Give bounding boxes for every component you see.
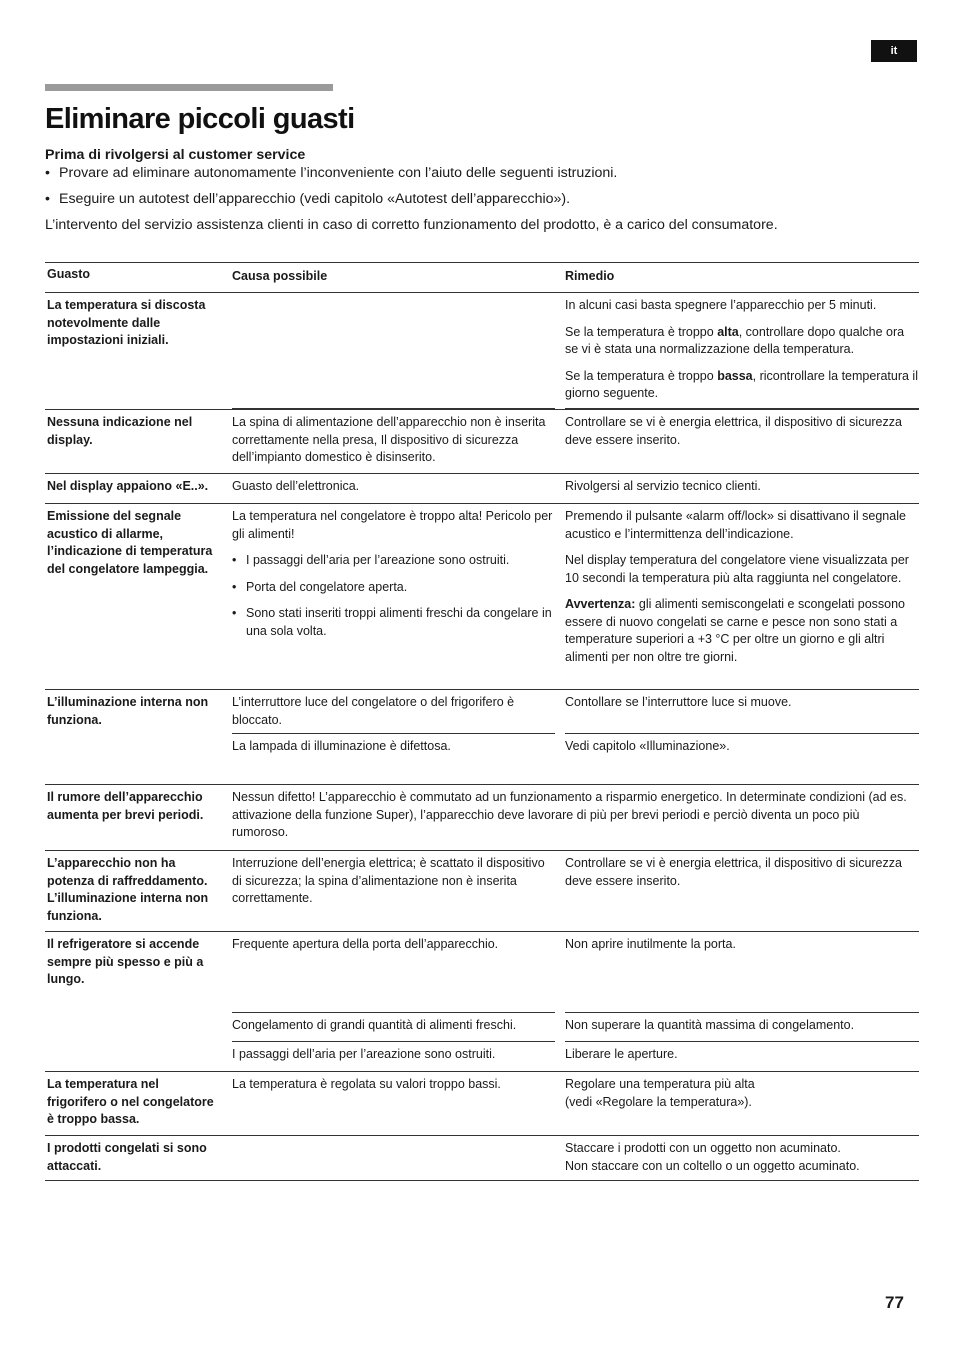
cause-bullet: • Porta del congelatore aperta. bbox=[232, 579, 555, 597]
remedy-text: In alcuni casi basta spegnere l’apparecchio per 5 minuti. bbox=[565, 298, 877, 312]
intro-heading: Prima di rivolgersi al customer service bbox=[45, 147, 306, 163]
remedy-text: (vedi «Regolare la temperatura»). bbox=[565, 1094, 752, 1109]
fault-cell: I prodotti congelati si sono attaccati. bbox=[47, 1141, 207, 1173]
cause-cell: Interruzione dell’energia elettrica; è scattato il dispositivo di sicurezza; la spina d’alimentazione non è inserita correttamente. bbox=[232, 856, 545, 905]
remedy-text: Nel display temperatura del congelatore viene visualizzata per 10 secondi la temperatura più alta raggiunta nel congelatore. bbox=[565, 553, 909, 585]
table-row bbox=[45, 503, 919, 689]
fault-cell: L’illuminazione interna non funziona. bbox=[47, 695, 209, 727]
fault-cell: Il rumore dell’apparecchio aumenta per brevi periodi. bbox=[47, 790, 204, 822]
remedy-text: Vedi capitolo «Illuminazione». bbox=[565, 739, 730, 753]
remedy-text: Regolare una temperatura più alta bbox=[565, 1077, 755, 1091]
fault-cell: La temperatura si discosta notevolmente dalle impostazioni iniziali. bbox=[47, 298, 206, 347]
troubleshooting-table bbox=[45, 262, 919, 1181]
remedy-text: Contollare se l’interruttore luce si muove. bbox=[565, 690, 919, 734]
cause-text: Congelamento di grandi quantità di alimenti freschi. bbox=[232, 1013, 555, 1042]
table-row bbox=[45, 1135, 919, 1181]
fault-cell: Il refrigeratore si accende sempre più spesso e più a lungo. bbox=[47, 937, 204, 986]
cause-bullet: • I passaggi dell’aria per l’areazione sono ostruiti. bbox=[232, 552, 555, 570]
table-row bbox=[45, 931, 919, 1071]
intro-bullet: • Eseguire un autotest dell’apparecchio (vedi capitolo «Autotest dell’apparecchio»). bbox=[45, 190, 920, 208]
table-row bbox=[45, 784, 919, 850]
cause-text: L’interruttore luce del congelatore o del frigorifero è bloccato. bbox=[232, 690, 555, 734]
fault-cell: L’apparecchio non ha potenza di raffreddamento. L’illuminazione interna non funziona. bbox=[47, 856, 209, 923]
remedy-cell bbox=[565, 690, 919, 784]
cause-text: La temperatura nel congelatore è troppo alta! Pericolo per gli alimenti! bbox=[232, 509, 553, 541]
intro-section bbox=[45, 146, 920, 234]
page-title: Eliminare piccoli guasti bbox=[45, 103, 355, 135]
fault-cell: Emissione del segnale acustico di allarme, l’indicazione di temperatura del congelatore lampeggia. bbox=[47, 509, 213, 576]
cause-cell bbox=[232, 293, 555, 409]
table-row bbox=[45, 293, 919, 409]
cause-cell bbox=[232, 504, 555, 689]
intro-bullet: • Provare ad eliminare autonomamente l’inconveniente con l’aiuto delle seguenti istruzioni. bbox=[45, 164, 920, 182]
header-rule bbox=[45, 84, 333, 91]
remedy-text: Premendo il pulsante «alarm off/lock» si disattivano il segnale acustico e l’intermittenza dell’indicazione. bbox=[565, 509, 906, 541]
remedy-text: Non superare la quantità massima di congelamento. bbox=[565, 1013, 919, 1042]
remedy-cell bbox=[565, 504, 919, 689]
remedy-cell bbox=[565, 1136, 919, 1180]
cause-cell: La spina di alimentazione dell’apparecchio non è inserita correttamente nella presa, Il dispositivo di sicurezza dell’impianto domestico è disinserito. bbox=[232, 415, 546, 464]
table-row bbox=[45, 409, 919, 473]
remedy-cell bbox=[565, 293, 919, 409]
cause-cell bbox=[232, 690, 555, 784]
intro-bullet-list bbox=[45, 164, 920, 208]
remedy-text: Staccare i prodotti con un oggetto non acuminato. bbox=[565, 1141, 841, 1155]
table-header bbox=[45, 262, 919, 293]
language-tag: it bbox=[871, 40, 917, 62]
page-number: 77 bbox=[885, 1293, 904, 1312]
fault-cell: Nessuna indicazione nel display. bbox=[47, 415, 193, 447]
remedy-text: Non staccare con un coltello o un oggetto acuminato. bbox=[565, 1158, 860, 1173]
cause-cell bbox=[232, 932, 555, 1071]
table-row bbox=[45, 689, 919, 784]
cause-text: Frequente apertura della porta dell’apparecchio. bbox=[232, 932, 555, 1013]
remedy-cell: Controllare se vi è energia elettrica, il dispositivo di sicurezza deve essere inserito. bbox=[565, 415, 902, 447]
table-row bbox=[45, 850, 919, 931]
cause-remedy-cell: Nessun difetto! L’apparecchio è commutato ad un funzionamento a risparmio energetico. In determinate condizioni (ad es. attivazione della funzione Super), l’apparecchio deve lavorare di più per brevi periodi e perciò diventa un poco più rumoroso. bbox=[232, 790, 907, 839]
header-causa: Causa possibile bbox=[232, 269, 328, 283]
cause-text: La lampada di illuminazione è difettosa. bbox=[232, 739, 451, 753]
header-guasto: Guasto bbox=[47, 267, 91, 281]
remedy-text: Se la temperatura è troppo bassa, ricontrollare la temperatura il giorno seguente. bbox=[565, 368, 918, 400]
remedy-cell bbox=[565, 932, 919, 1071]
remedy-cell bbox=[565, 1072, 919, 1135]
remedy-text: Avvertenza: gli alimenti semiscongelati e scongelati possono essere di nuovo congelati se carne e pesce non sono stati a temperature superiori a +3 °C per oltre un giorno e gli altri alimenti per non oltre tre giorni. bbox=[565, 597, 905, 664]
table-row bbox=[45, 1071, 919, 1135]
intro-note: L’intervento del servizio assistenza clienti in caso di corretto funzionamento del prodotto, è a carico del consumatore. bbox=[45, 217, 778, 233]
cause-text: I passaggi dell’aria per l’areazione sono ostruiti. bbox=[232, 1047, 496, 1061]
cause-cell: Guasto dell’elettronica. bbox=[232, 479, 360, 493]
cause-cell bbox=[232, 1136, 555, 1180]
fault-cell: La temperatura nel frigorifero o nel congelatore è troppo bassa. bbox=[47, 1077, 214, 1126]
header-rimedio: Rimedio bbox=[565, 269, 615, 283]
cause-bullet-list bbox=[232, 552, 555, 640]
table-row bbox=[45, 473, 919, 503]
remedy-text: Se la temperatura è troppo alta, controllare dopo qualche ora se vi è stata una normalizzazione della temperatura. bbox=[565, 324, 905, 356]
remedy-text: Liberare le aperture. bbox=[565, 1047, 678, 1061]
remedy-cell: Controllare se vi è energia elettrica, il dispositivo di sicurezza deve essere inserito. bbox=[565, 856, 902, 888]
remedy-cell: Rivolgersi al servizio tecnico clienti. bbox=[565, 479, 761, 493]
remedy-text: Non aprire inutilmente la porta. bbox=[565, 932, 919, 1013]
cause-cell: La temperatura è regolata su valori troppo bassi. bbox=[232, 1077, 501, 1091]
fault-cell: Nel display appaiono «E..». bbox=[47, 479, 209, 493]
cause-bullet: • Sono stati inseriti troppi alimenti freschi da congelare in una sola volta. bbox=[232, 605, 555, 640]
